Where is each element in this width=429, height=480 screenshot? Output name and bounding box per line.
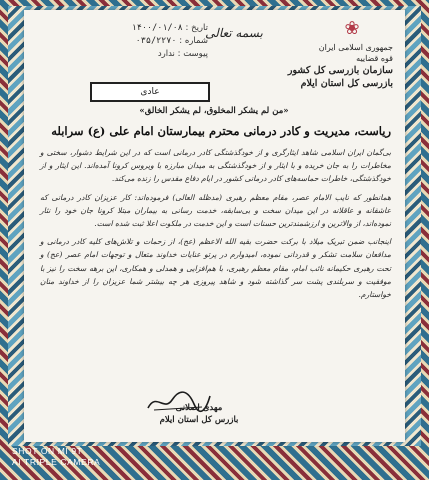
number-value: ۰۳۵/۲۲۷۰ (135, 36, 177, 46)
signature-block (124, 402, 274, 426)
attachment-row (98, 48, 208, 61)
org-line-3: سازمان بازرسی کل کشور (287, 65, 393, 76)
body-paragraph-3: اینجانب ضمن تبریک میلاد با برکت حضرت بقیه الله الاعظم (عج)، از زحمات و تلاش‌های کلیه کادر درمانی و مدافعان سلامت تشکر و قدردانی نموده، امیدوارم در پرتو عنایات خداوند متعال و توجهات امام عصر (عج) و تحت رهبری حکیمانه نائب امام، مقام معظم رهبری، با هم‌افزایی و همدلی و همکاری، این برهه سخت را نیز با موفقیت و سربلندی پشت سر گذاشته شود و شاهد پیروزی هر چه بیشتر شما عزیزان را از خداوند منان خواستارم. (40, 237, 391, 300)
letter-page (24, 10, 405, 442)
watermark-line-2: AI TRIPLE CAMERA (12, 457, 101, 467)
date-row (98, 22, 208, 35)
number-row (98, 35, 208, 48)
org-line-2: قوه قضاییه (356, 54, 393, 63)
org-line-1: جمهوری اسلامی ایران (318, 43, 393, 52)
number-label: شماره : (179, 36, 208, 46)
recipient-line: ریاست، مدیریت و کادر درمانی محترم بیمارستان امام علی (ع) سرابله (51, 124, 391, 138)
letterhead-organization (263, 42, 393, 90)
attachment-label: پیوست : (177, 49, 208, 59)
bismillah-heading: بسمه تعالی (205, 26, 263, 40)
body-paragraph-2: همانطور که نایب الامام عصر، مقام معظم رهبری (مدظله العالی) فرموده‌اند: کار عزیزان کادر درمانی که عاشقانه و عاقلانه در این میدان سخت و بی‌سابقه، خدمت رسانی به بیماران مبتلا کرونا جان خود را نثار نموده‌اند، از والاترین و ارزشمندترین حسنات است و این خدمت در ملکوت اعلا ثبت شده است. (40, 192, 391, 229)
signer-name: مهدی اصلانی (175, 403, 223, 413)
letter-body (40, 146, 391, 306)
date-label: تاریخ : (185, 23, 208, 33)
iran-emblem-icon: ❀ (344, 18, 360, 39)
date-value: ۱۴۰۰/۰۱/۰۸ (131, 23, 183, 33)
signer-title: بازرس کل استان ایلام (159, 415, 239, 425)
letter-meta (98, 22, 208, 61)
body-paragraph-1: بی‌گمان ایران اسلامی شاهد ایثارگری و از خودگذشتگی کادر درمانی است که در این شرایط دشوار، سختی و مخاطرات را به جان خریده و با ایثار و از خودگذشتگی به میدان مبارزه با ویروس کرونا آمده‌اند. این ایثار و از خودگذشتگی، خاطرات حماسه‌های کادر درمانی کشور در ایام دفاع مقدس را زنده می‌کند. (40, 148, 391, 184)
watermark-line-1: SHOT ON MI 9T (12, 446, 83, 456)
org-line-4: بازرسی کل استان ایلام (300, 78, 393, 89)
hadith-quote: «من لم یشکر المخلوق، لم یشکر الخالق» (139, 106, 289, 116)
camera-watermark (12, 446, 100, 468)
attachment-value: ندارد (157, 49, 175, 59)
urgency-stamp: عادی (90, 82, 210, 102)
